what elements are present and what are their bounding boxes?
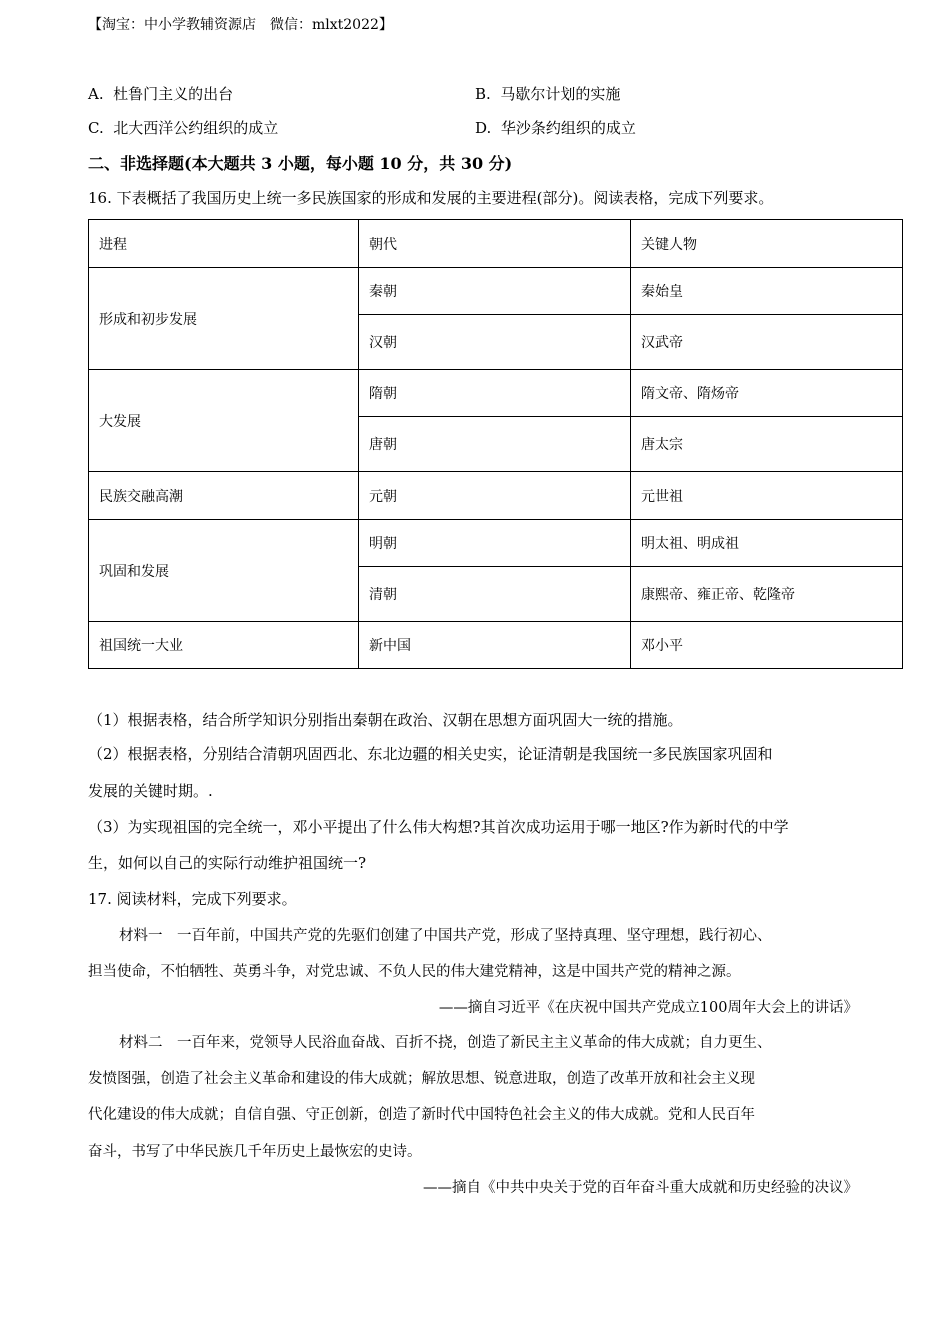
material-1-line-1: 材料一 一百年前，中国共产党的先驱们创建了中国共产党，形成了坚持真理、坚守理想，践行初心、 [119,928,772,944]
table-header-cell: 朝代 [359,220,631,268]
question-16-part-3-line-2: 生，如何以自己的实际行动维护祖国统一? [88,854,367,872]
stage-cell: 大发展 [89,370,359,472]
option-letter: D. [475,119,492,137]
option-letter: C. [88,119,104,137]
table-row [89,268,903,315]
option-text: 马歇尔计划的实施 [500,85,621,103]
material-1-source: ——摘自习近平《在庆祝中国共产党成立100周年大会上的讲话》 [438,1000,858,1016]
table-header-cell: 关键人物 [631,220,903,268]
material-1-line-2: 担当使命，不怕牺牲、英勇斗争，对党忠诚、不负人民的伟大建党精神，这是中国共产党的精神之源。 [88,964,741,980]
stage-cell: 民族交融高潮 [89,472,359,520]
question-16-part-2-line-1: （2）根据表格，分别结合清朝巩固西北、东北边疆的相关史实，论证清朝是我国统一多民族国家巩固和 [88,745,773,763]
section-title: 二、非选择题(本大题共 3 小题，每小题 10 分，共 30 分) [88,154,513,173]
material-2-line-4: 奋斗，书写了中华民族几千年历史上最恢宏的史诗。 [88,1144,422,1160]
person-cell: 唐太宗 [631,417,903,472]
option-c [88,117,278,138]
question-16-part-3-line-1: （3）为实现祖国的完全统一，邓小平提出了什么伟大构想?其首次成功运用于哪一地区?作为新时代的中学 [88,818,789,836]
option-letter: A. [88,85,104,103]
table-row [89,622,903,669]
option-text: 华沙条约组织的成立 [500,119,636,137]
stage-cell: 祖国统一大业 [89,622,359,669]
dynasty-cell: 隋朝 [359,370,631,417]
dynasty-cell: 元朝 [359,472,631,520]
question-16-part-1: （1）根据表格，结合所学知识分别指出秦朝在政治、汉朝在思想方面巩固大一统的措施。 [88,711,683,729]
person-cell: 隋文帝、隋炀帝 [631,370,903,417]
material-2-line-1: 材料二 一百年来，党领导人民浴血奋战、百折不挠，创造了新民主主义革命的伟大成就；自力更生、 [119,1035,772,1051]
dynasty-cell: 新中国 [359,622,631,669]
table-header-row [89,220,903,268]
person-cell: 秦始皇 [631,268,903,315]
person-cell: 邓小平 [631,622,903,669]
dynasty-cell: 汉朝 [359,315,631,370]
option-letter: B. [475,85,491,103]
person-cell: 汉武帝 [631,315,903,370]
table-row [89,370,903,417]
option-b [475,83,620,104]
question-16-part-2-line-2: 发展的关键时期。. [88,782,213,800]
table-row [89,520,903,567]
option-a [88,83,233,104]
person-cell: 康熙帝、雍正帝、乾隆帝 [631,567,903,622]
table-row [89,472,903,520]
option-d [475,117,636,138]
person-cell: 元世祖 [631,472,903,520]
page-header: 【淘宝：中小学教辅资源店 微信：mlxt2022】 [88,17,393,33]
material-2-source: ——摘自《中共中央关于党的百年奋斗重大成就和历史经验的决议》 [423,1180,858,1196]
option-text: 杜鲁门主义的出台 [113,85,234,103]
history-table [88,219,903,669]
dynasty-cell: 清朝 [359,567,631,622]
dynasty-cell: 唐朝 [359,417,631,472]
stage-cell: 巩固和发展 [89,520,359,622]
table-header-cell: 进程 [89,220,359,268]
material-2-line-2: 发愤图强，创造了社会主义革命和建设的伟大成就；解放思想、锐意进取，创造了改革开放和社会主义现 [88,1071,755,1087]
stage-cell: 形成和初步发展 [89,268,359,370]
material-2-line-3: 代化建设的伟大成就；自信自强、守正创新，创造了新时代中国特色社会主义的伟大成就。党和人民百年 [88,1107,755,1123]
dynasty-cell: 秦朝 [359,268,631,315]
dynasty-cell: 明朝 [359,520,631,567]
person-cell: 明太祖、明成祖 [631,520,903,567]
option-text: 北大西洋公约组织的成立 [113,119,279,137]
question-16-stem: 16. 下表概括了我国历史上统一多民族国家的形成和发展的主要进程(部分)。阅读表格，完成下列要求。 [88,189,774,207]
question-17-stem: 17. 阅读材料，完成下列要求。 [88,890,297,908]
